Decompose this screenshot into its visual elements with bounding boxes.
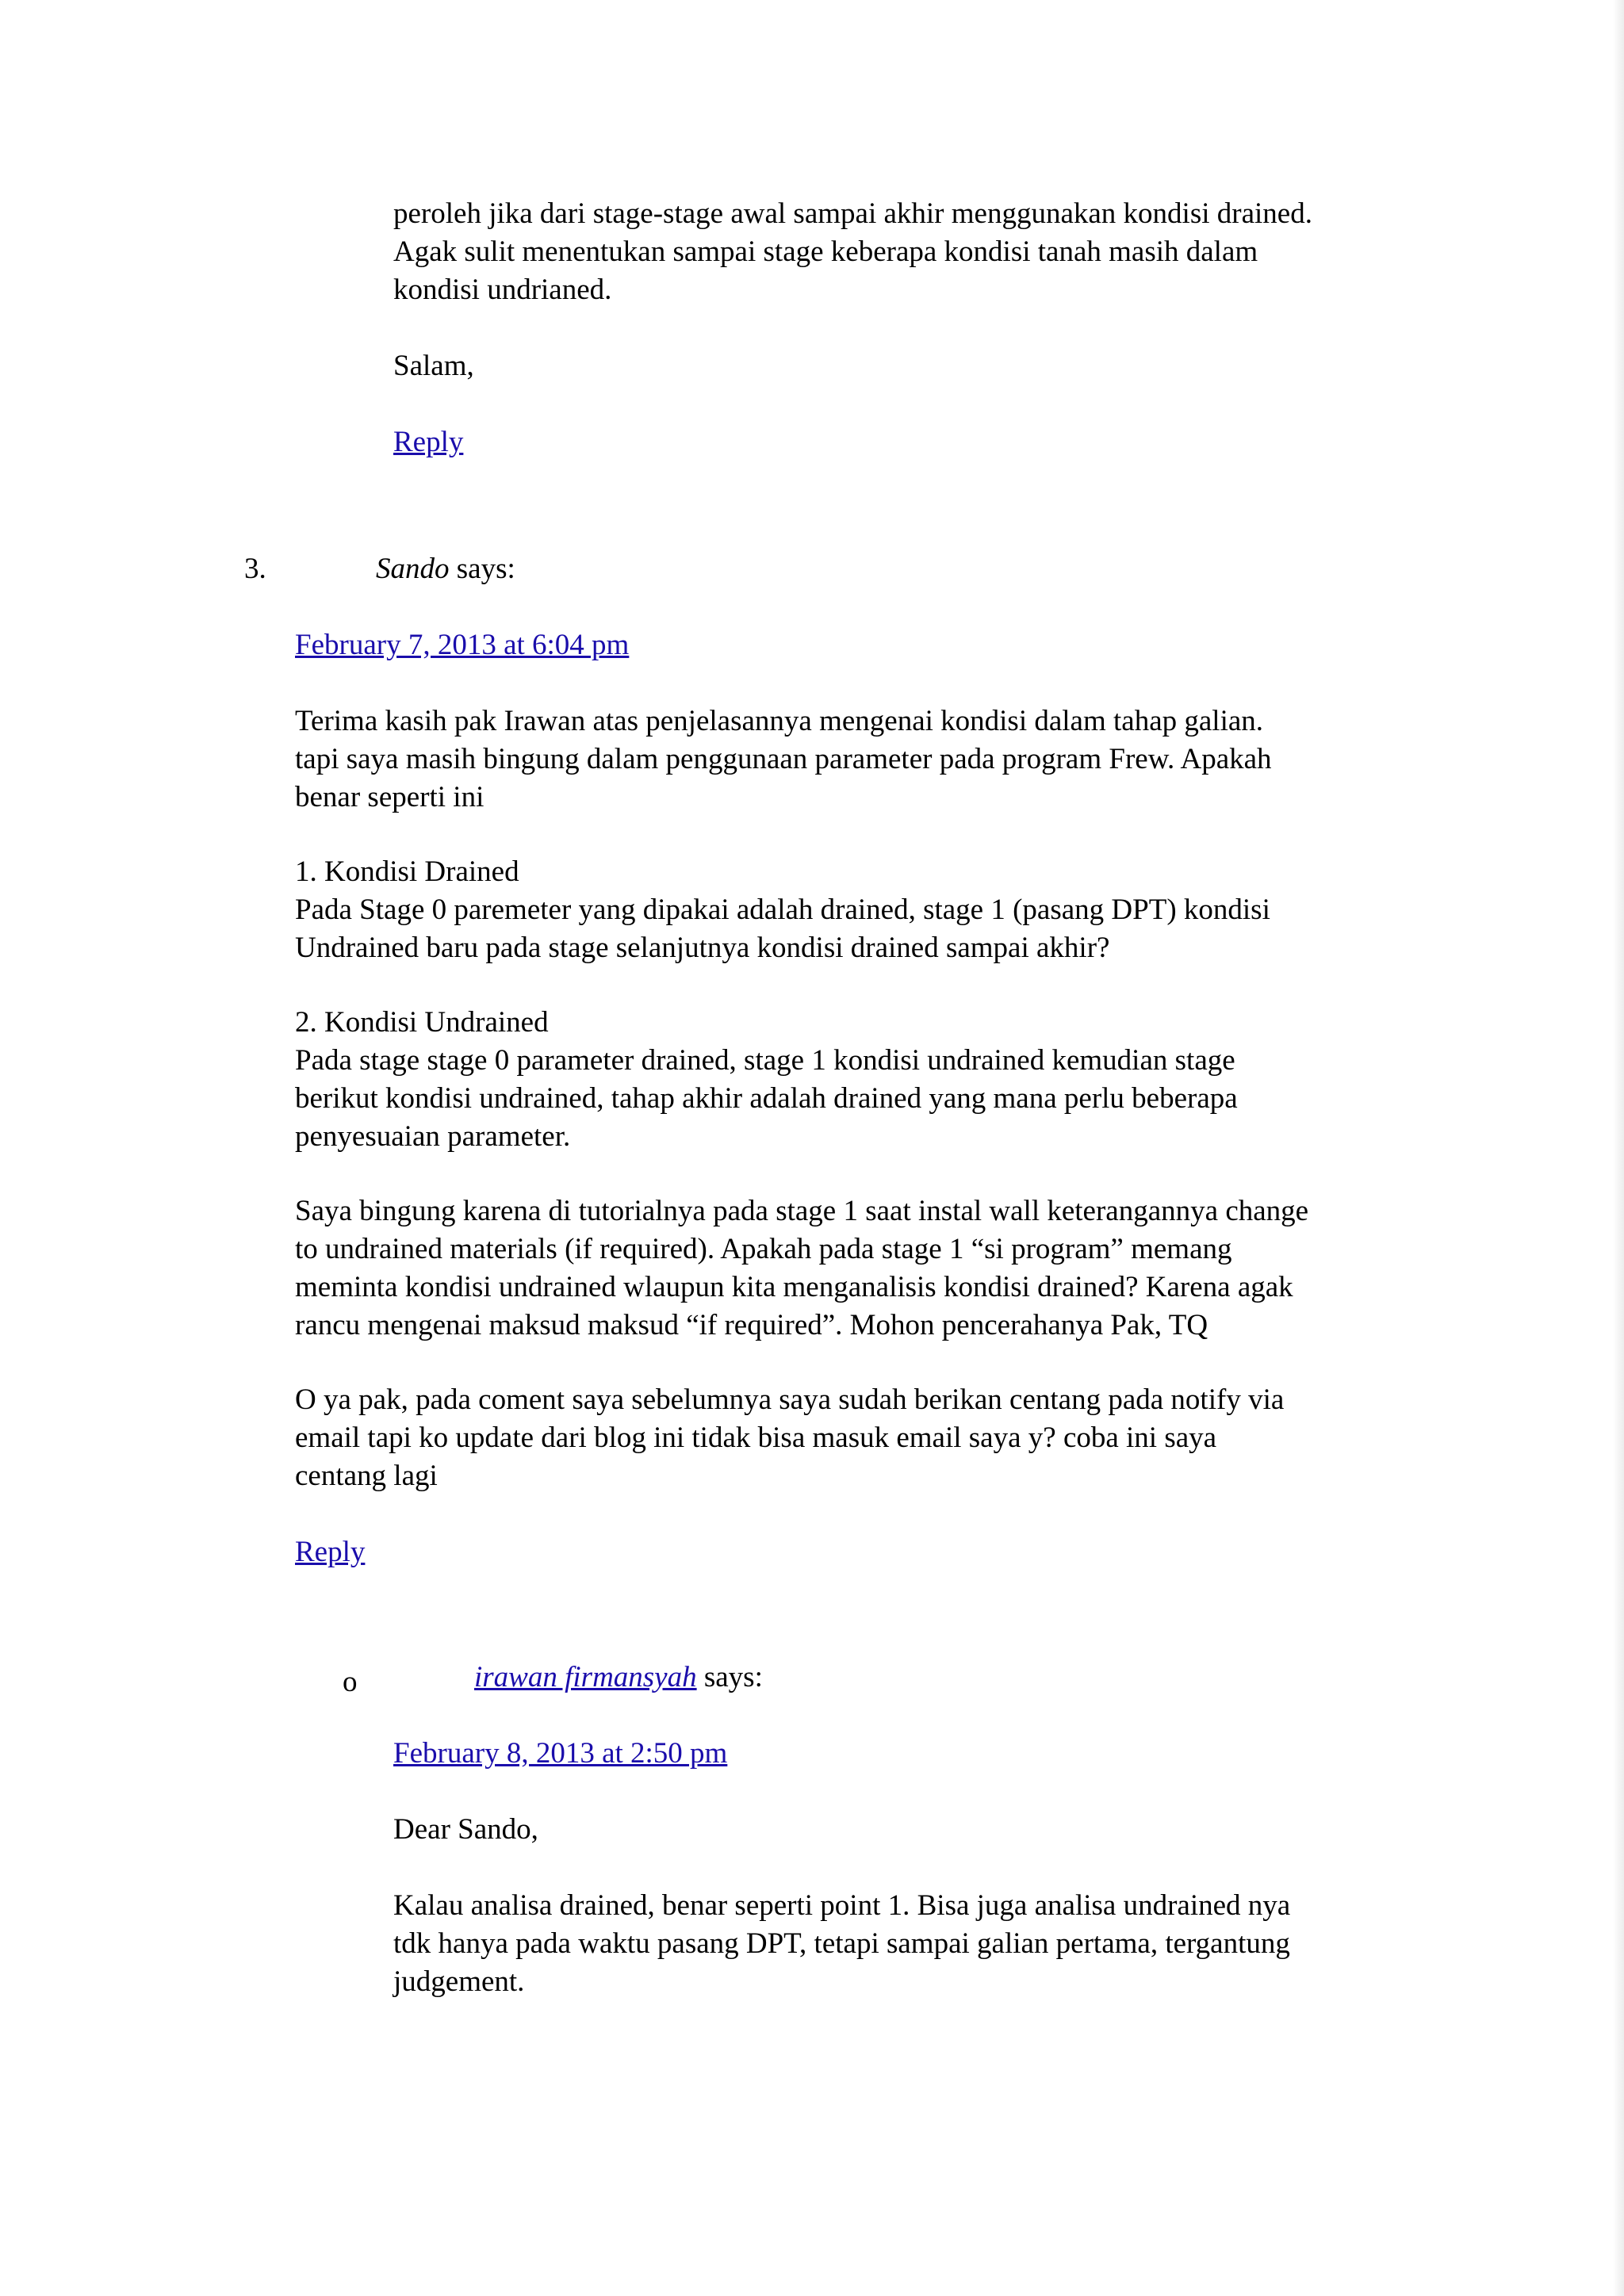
comment-line: 1. Kondisi Drained [295, 855, 519, 888]
reply-line: Agak sulit menentukan sampai stage keberapa kondisi tanah masih dalam [393, 235, 1258, 268]
comment-line: Terima kasih pak Irawan atas penjelasannya mengenai kondisi dalam tahap galian. [295, 705, 1264, 737]
comment-paragraph [295, 1192, 1308, 1345]
comment-line: Saya bingung karena di tutorialnya pada stage 1 saat instal wall keterangannya change [295, 1195, 1309, 1227]
says-label: says: [703, 1661, 763, 1693]
reply-link[interactable]: Reply [295, 1536, 366, 1568]
comment-line: rancu mengenai maksud maksud “if required”. Mohon pencerahanya Pak, TQ [295, 1309, 1208, 1341]
comment-paragraph [295, 702, 1272, 817]
reply-paragraph [393, 1887, 1290, 2001]
comment-line: penyesuaian parameter. [295, 1120, 571, 1153]
comment-line: email tapi ko update dari blog ini tidak bisa masuk email saya y? coba ini saya [295, 1422, 1217, 1454]
comment-line: berikut kondisi undrained, tahap akhir adalah drained yang mana perlu beberapa [295, 1082, 1238, 1115]
reply-line: peroleh jika dari stage-stage awal sampai akhir menggunakan kondisi drained. [393, 197, 1312, 230]
reply-closing: Salam, [393, 350, 474, 382]
comment-paragraph [295, 1381, 1284, 1495]
reply-date-link[interactable]: February 8, 2013 at 2:50 pm [393, 1737, 728, 1770]
comment-author: Sando [376, 553, 450, 585]
reply-author-link[interactable]: irawan firmansyah [474, 1661, 697, 1693]
reply-line: tdk hanya pada waktu pasang DPT, tetapi sampai galian pertama, tergantung [393, 1927, 1290, 1960]
says-label: says: [456, 553, 515, 585]
reply-link[interactable]: Reply [393, 426, 464, 458]
comment-line: benar seperti ini [295, 781, 485, 813]
reply-date-line[interactable] [393, 1735, 727, 1773]
reply-link-top[interactable] [393, 423, 463, 461]
reply-line: kondisi undrianed. [393, 274, 612, 306]
comment-line: Pada Stage 0 paremeter yang dipakai adalah drained, stage 1 (pasang DPT) kondisi [295, 894, 1270, 926]
comment-number: 3. [244, 553, 266, 585]
comment-reply-line[interactable] [295, 1533, 365, 1571]
comment-line: centang lagi [295, 1460, 438, 1492]
list-bullet: o [343, 1666, 358, 1698]
reply-author-line [474, 1659, 763, 1697]
comment-line: tapi saya masih bingung dalam penggunaan parameter pada program Frew. Apakah [295, 743, 1272, 775]
reply-line: judgement. [393, 1965, 525, 1998]
reply-greeting: Dear Sando, [393, 1813, 538, 1846]
page-edge-shadow [1613, 0, 1624, 2296]
comment-line: 2. Kondisi Undrained [295, 1006, 549, 1039]
comment-line: O ya pak, pada coment saya sebelumnya saya sudah berikan centang pada notify via [295, 1383, 1285, 1416]
comment-paragraph [295, 1004, 1238, 1156]
reply-line: Kalau analisa drained, benar seperti point 1. Bisa juga analisa undrained nya [393, 1889, 1291, 1922]
comment-author-line [376, 550, 515, 588]
comment-line: Pada stage stage 0 parameter drained, stage 1 kondisi undrained kemudian stage [295, 1044, 1235, 1077]
comment-line: meminta kondisi undrained wlaupun kita menganalisis kondisi drained? Karena agak [295, 1271, 1293, 1303]
reply-continuation [393, 195, 1312, 309]
comment-line: Undrained baru pada stage selanjutnya kondisi drained sampai akhir? [295, 932, 1110, 964]
comment-line: to undrained materials (if required). Apakah pada stage 1 “si program” memang [295, 1233, 1232, 1265]
comment-date-line[interactable] [295, 626, 629, 664]
comment-date-link[interactable]: February 7, 2013 at 6:04 pm [295, 629, 630, 661]
comment-paragraph [295, 853, 1270, 967]
